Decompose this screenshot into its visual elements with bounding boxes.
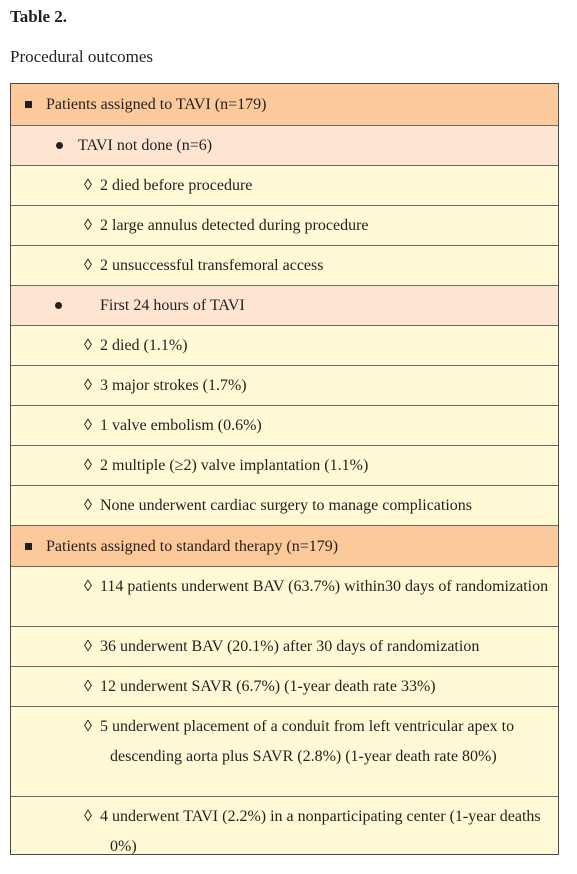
item-text: 1 valve embolism (0.6%) [100, 417, 262, 434]
item-text: 2 died before procedure [100, 177, 253, 194]
group-header-row [11, 84, 558, 125]
item-row [11, 245, 558, 285]
diamond-bullet-icon: ◊ [84, 217, 92, 234]
item-row [11, 365, 558, 405]
item-text: 36 underwent BAV (20.1%) after 30 days of randomization [100, 638, 480, 655]
item-row [11, 205, 558, 245]
item-row [11, 666, 558, 706]
item-text: None underwent cardiac surgery to manage complications [100, 497, 473, 514]
item-row [11, 325, 558, 365]
item-row [11, 485, 558, 525]
diamond-bullet-icon: ◊ [84, 578, 92, 595]
diamond-bullet-icon: ◊ [84, 808, 92, 825]
item-row [11, 405, 558, 445]
table-title: Table 2. [10, 7, 68, 26]
subgroup-text: First 24 hours of TAVI [100, 297, 245, 314]
bullet-icon [55, 302, 62, 309]
item-text: 114 patients underwent BAV (63.7%) within30 days of randomization [100, 578, 549, 595]
item-text: 2 died (1.1%) [100, 337, 188, 354]
item-row [11, 626, 558, 666]
bullet-icon [56, 142, 63, 149]
subgroup-row [11, 125, 558, 165]
table-caption: Procedural outcomes [10, 47, 154, 66]
diamond-bullet-icon: ◊ [84, 337, 92, 354]
diamond-bullet-icon: ◊ [84, 457, 92, 474]
diamond-bullet-icon: ◊ [84, 497, 92, 514]
subgroup-row [11, 285, 558, 325]
item-text: 2 multiple (≥2) valve implantation (1.1%) [100, 457, 369, 474]
item-row [11, 165, 558, 205]
item-text: 5 underwent placement of a conduit from left ventricular apex to descending aorta plus SAVR (2.8%) (1-year death rate 80%) [100, 718, 515, 765]
item-text: 12 underwent SAVR (6.7%) (1-year death rate 33%) [100, 678, 436, 695]
item-text: 2 large annulus detected during procedure [100, 217, 369, 234]
group-header-row [11, 525, 558, 566]
procedural-outcomes-table [10, 83, 559, 855]
diamond-bullet-icon: ◊ [84, 638, 92, 655]
diamond-bullet-icon: ◊ [84, 257, 92, 274]
diamond-bullet-icon: ◊ [84, 177, 92, 194]
item-row [11, 445, 558, 485]
square-bullet-icon [25, 543, 32, 550]
item-text: 3 major strokes (1.7%) [100, 377, 247, 394]
diamond-bullet-icon: ◊ [84, 718, 92, 735]
group-header-text: Patients assigned to standard therapy (n=179) [46, 538, 339, 555]
item-row [11, 706, 558, 796]
diamond-bullet-icon: ◊ [84, 417, 92, 434]
group-header-text: Patients assigned to TAVI (n=179) [46, 96, 267, 113]
diamond-bullet-icon: ◊ [84, 377, 92, 394]
item-row [11, 796, 558, 854]
square-bullet-icon [25, 101, 32, 108]
subgroup-text: TAVI not done (n=6) [78, 137, 213, 154]
item-text: 2 unsuccessful transfemoral access [100, 257, 324, 274]
diamond-bullet-icon: ◊ [84, 678, 92, 695]
item-row [11, 566, 558, 626]
item-text: 4 underwent TAVI (2.2%) in a nonparticipating center (1-year deaths 0%) [100, 808, 541, 855]
